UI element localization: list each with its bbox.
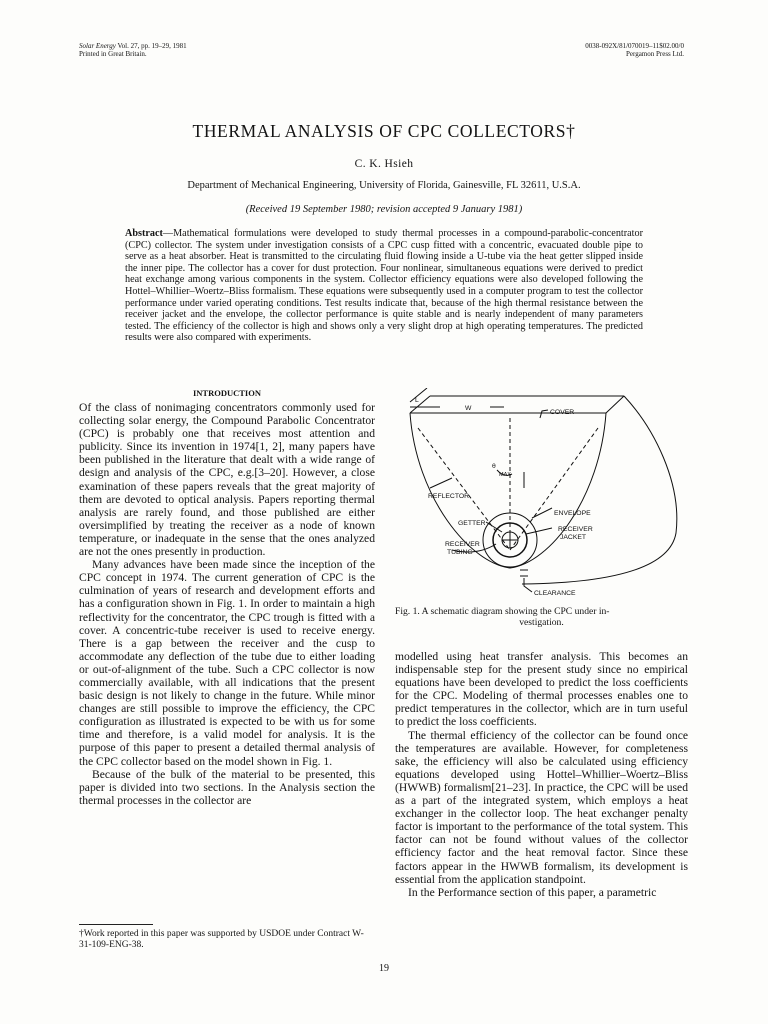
footnote: †Work reported in this paper was supported by USDOE under Contract W-31-109-ENG-38. bbox=[79, 929, 364, 950]
envelope-leader bbox=[532, 508, 552, 518]
received-dates-text: (Received 19 September 1980; revision accepted 9 January 1981) bbox=[245, 204, 523, 215]
printed-in: Printed in Great Britain. bbox=[79, 50, 147, 58]
figure-caption-line-2: vestigation. bbox=[519, 617, 564, 628]
paper-title: THERMAL ANALYSIS OF CPC COLLECTORS† bbox=[192, 121, 576, 141]
cover-left-edge bbox=[410, 396, 430, 413]
acceptance-ray-left bbox=[418, 428, 510, 550]
abstract bbox=[125, 228, 643, 344]
right-paragraph-3: In the Performance section of this paper, a parametric bbox=[408, 885, 657, 899]
label-theta-max: MAX bbox=[499, 472, 511, 478]
footnote-rule bbox=[79, 924, 153, 925]
intro-paragraph-2: Many advances have been made since the inception of the CPC concept in 1974. The current generation of CPC is the culmination of years of research and development efforts and has a configuration shown in Fig. 1. In order to maintain a high reflectivity for the concentrator, the CPC trough is fitted with a cover. A concentric-tube receiver is used to receive energy. There is a gap between the receiver and the cusp to accommodate any deflection of the tube due to either loading or out-of-alignment of the tube. Such a CPC collector is now commercially available, with all indications that the present basic design is not likely to change in the future. While minor changes are still possible to improve the efficiency, the CPC configuration as illustrated is expected to be with us for some time and therefore, is a valid model for analysis. It is the purpose of this paper to present a detailed thermal analysis of the CPC collector based on the model shown in Fig. 1. bbox=[79, 558, 375, 768]
label-receiver-tubing-1: RECEIVER bbox=[445, 541, 480, 548]
journal-citation: Vol. 27, pp. 19–29, 1981 bbox=[117, 42, 187, 50]
abstract-text: —Mathematical formulations were developed to study thermal processes in a compound-parabolic-concentrator (CPC) collector. The system under investigation consists of a CPC cusp fitted with a concentric, evacuated double pipe to serve as a heat absorber. Heat is transmitted to the circulating fluid flowing inside a U-tube via the heat getter slipped inside the inner pipe. The collector has a cover for dust protection. Four nonlinear, simultaneous equations were derived to predict heat exchange among various components in the system. Collector efficiency equations were also developed following the Hottel–Whillier–Woertz–Bliss formalism. These equations were subsequently used in a computer program to test the collector performance under varied operating conditions. Test results indicate that, because of the high thermal resistance between the receiver jacket and the envelope, the collector performance is quite stable and is nearly independent of many parameters tested. The efficiency of the collector is high and shows only a very slight drop at high operating temperatures. The predicted results were also compared with experiments. bbox=[125, 228, 643, 344]
label-receiver-tubing-2: TUBING bbox=[447, 549, 473, 556]
label-cover: COVER bbox=[550, 409, 575, 416]
label-clearance: CLEARANCE bbox=[534, 590, 576, 597]
left-column bbox=[79, 388, 375, 807]
label-receiver-jacket-2: JACKET bbox=[560, 534, 587, 541]
front-reflector-curve bbox=[410, 413, 606, 568]
label-getter: GETTER bbox=[458, 520, 486, 527]
paper-author: C. K. Hsieh bbox=[354, 158, 414, 170]
running-header-right bbox=[585, 42, 684, 58]
publisher: Pergamon Press Ltd. bbox=[625, 50, 684, 58]
abstract-label: Abstract bbox=[125, 228, 163, 239]
intro-paragraph-3: Because of the bulk of the material to be presented, this paper is divided into two sections. In the Analysis section the thermal processes in the collector are bbox=[79, 767, 375, 807]
right-paragraph-1: modelled using heat transfer analysis. This becomes an indispensable step for the present study since no empirical equations have been developed to predict the loss coefficients for the CPC. Modeling of thermal processes enables one to predict temperatures in the collector, which are in turn useful to predict the loss coefficients. bbox=[395, 650, 688, 729]
cover-leader bbox=[540, 410, 548, 418]
journal-name: Solar Energy bbox=[79, 42, 116, 50]
cpc-schematic-figure bbox=[392, 388, 688, 598]
page-number: 19 bbox=[379, 963, 389, 974]
article-code: 0038-092X/81/070019–11$02.00/0 bbox=[585, 42, 684, 50]
right-paragraph-2: The thermal efficiency of the collector can be found once the temperatures are available. However, for completeness sake, the efficiency will also be calculated using efficiency equations developed using Hottel–Whillier–Woertz–Bliss (HWWB) formalism[21–23]. In practice, the CPC will be used as a part of the integrated system, which employs a heat exchanger in the collector loop. The heat exchanger penalty factor is important to the performance of the total system. This factor can not be found without values of the collector efficiency factor and the heat removal factor. Since these factors appear in the HWWB formalism, its development is essential from the application standpoint. bbox=[395, 728, 688, 886]
intro-paragraph-1: Of the class of nonimaging concentrators commonly used for collecting solar energy, the Compound Parabolic Concentrator (CPC) is probably one that receives most attention and publicity. Since its invention in 1974[1, 2], many papers have been published in the literature that dealt with a wide range of design and analysis of the CPC, e.g.[3–20]. However, a close examination of these papers reveals that the great majority of them are devoted to optical analysis. Papers reporting thermal analysis are rarely found, and those published are either oversimplified by treating the receiver as a node of known temperature, or inadequate in the sense that the ones analyzed are not the ones presently in production. bbox=[79, 401, 375, 559]
label-l: L bbox=[415, 397, 419, 404]
running-header-left bbox=[79, 42, 187, 58]
figure-caption bbox=[395, 606, 688, 628]
clearance-leader bbox=[524, 578, 532, 592]
figure-caption-line-1: Fig. 1. A schematic diagram showing the CPC under in- bbox=[395, 606, 610, 617]
reflector-leader bbox=[430, 478, 452, 488]
label-receiver-jacket-1: RECEIVER bbox=[558, 526, 593, 533]
introduction-heading: INTRODUCTION bbox=[192, 388, 261, 398]
label-reflector: REFLECTOR bbox=[428, 493, 470, 500]
label-theta: θ bbox=[492, 463, 496, 470]
trough-side-curve bbox=[522, 396, 677, 584]
label-envelope: ENVELOPE bbox=[554, 510, 591, 517]
right-column bbox=[395, 650, 688, 899]
author-affiliation: Department of Mechanical Engineering, University of Florida, Gainesville, FL 32611, U.S.A. bbox=[187, 180, 581, 191]
receiver-jacket-leader bbox=[526, 528, 552, 534]
cover-right-edge bbox=[606, 396, 624, 413]
label-w: W bbox=[465, 405, 472, 412]
received-dates bbox=[0, 204, 768, 215]
